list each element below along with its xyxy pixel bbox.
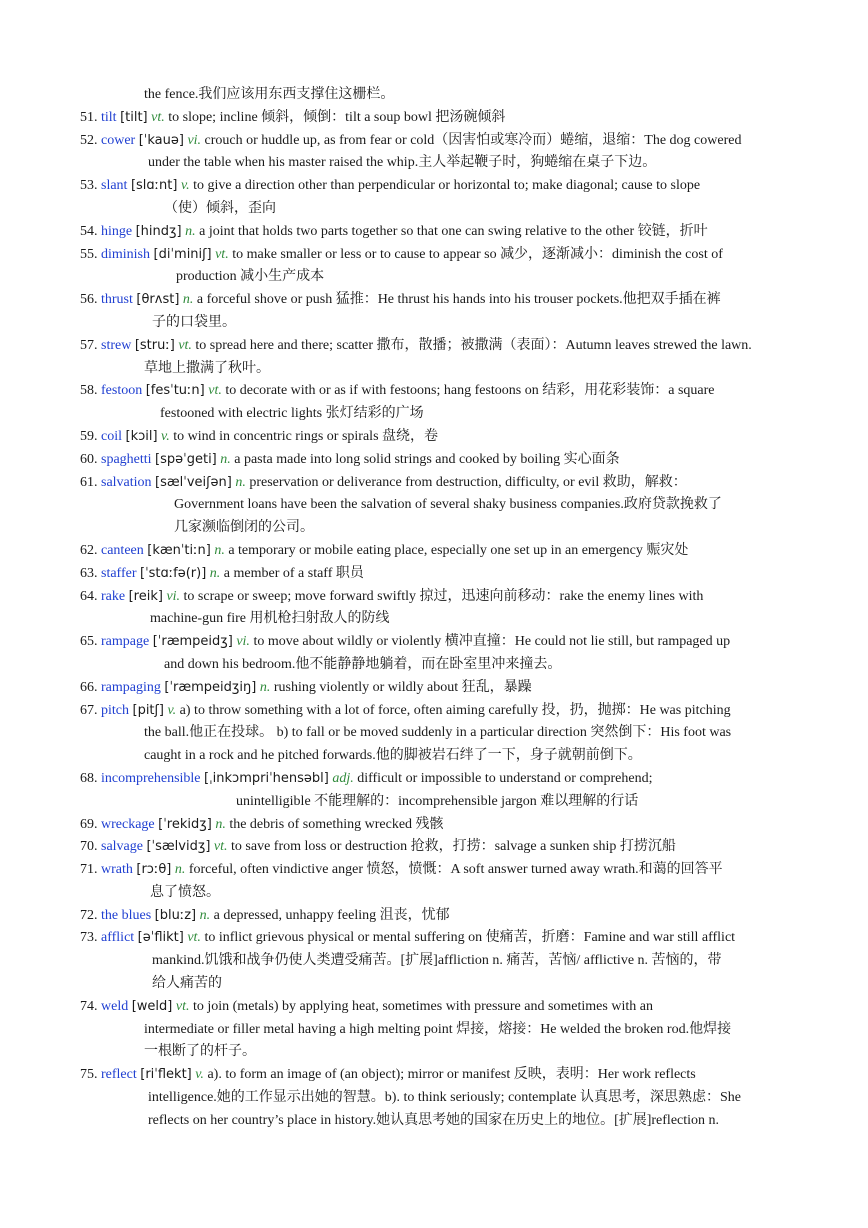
entry-number: 63. — [80, 565, 98, 581]
entry-first-line — [80, 107, 790, 130]
headword-link[interactable]: hinge — [101, 223, 133, 239]
phonetic: [sælˈveiʃən] — [155, 474, 232, 490]
phonetic: [ˈræmpeidʒ] — [152, 634, 233, 650]
definition-text: to inflict grievous physical or mental suffering on 使痛苦，折磨：Famine and war still afflict — [204, 930, 736, 946]
definition-text: to wind in concentric rings or spirals 盘绕，卷 — [173, 428, 439, 444]
entry-first-line — [80, 677, 790, 700]
headword-link[interactable]: the blues — [101, 907, 152, 923]
entry-first-line — [80, 631, 790, 654]
part-of-speech: vt. — [175, 998, 190, 1014]
entry-continuation-line — [80, 198, 790, 221]
entry-first-line — [80, 84, 790, 107]
entry-first-line — [80, 449, 790, 472]
vocab-entry — [80, 289, 790, 335]
entry-first-line — [80, 221, 790, 244]
headword-link[interactable]: rampaging — [101, 679, 161, 695]
phonetic: [ˈræmpeidʒiŋ] — [164, 679, 257, 695]
vocab-entry — [80, 221, 790, 244]
entry-number: 57. — [80, 337, 98, 353]
headword-link[interactable]: incomprehensible — [101, 770, 201, 786]
headword-link[interactable]: reflect — [101, 1067, 137, 1083]
definition-text: production 减小生产成本 — [176, 269, 325, 285]
definition-text: the ball.他正在投球。 b) to fall or be moved suddenly in a particular direction 突然倒下：His foot was — [144, 725, 732, 741]
definition-text: the fence.我们应该用东西支撑住这栅栏。 — [144, 87, 395, 102]
vocab-entry — [80, 836, 790, 859]
part-of-speech: v. — [180, 178, 190, 194]
entry-continuation-line — [80, 1087, 790, 1110]
phonetic: [θrʌst] — [136, 292, 180, 308]
entry-continuation-line — [80, 722, 790, 745]
entry-continuation-line — [80, 403, 790, 426]
entry-first-line — [80, 586, 790, 609]
definition-text: under the table when his master raised the whip.主人举起鞭子时，狗蜷缩在桌子下边。 — [148, 155, 657, 171]
definition-text: to move about wildly or violently 横冲直撞：He could not lie still, but rampaged up — [253, 634, 731, 650]
definition-text: crouch or huddle up, as from fear or cold（因害怕或寒冷而）蜷缩，退缩：The dog cowered — [204, 132, 742, 148]
headword-link[interactable]: weld — [101, 998, 129, 1014]
definition-text: a temporary or mobile eating place, especially one set up in an emergency 赈灾处 — [228, 542, 689, 558]
part-of-speech: vi. — [166, 588, 181, 604]
entry-number: 68. — [80, 770, 98, 786]
headword-link[interactable]: coil — [101, 428, 122, 444]
definition-text: the debris of something wrecked 残骸 — [229, 816, 444, 832]
part-of-speech: n. — [215, 816, 226, 832]
entry-first-line — [80, 905, 790, 928]
definition-text: forceful, often vindictive anger 愤怒，愤慨：A soft answer turned away wrath.和蔼的回答平 — [188, 862, 723, 878]
entry-first-line — [80, 175, 790, 198]
entry-number: 62. — [80, 542, 98, 558]
entry-continuation-line — [80, 654, 790, 677]
phonetic: [əˈflikt] — [137, 930, 184, 946]
entry-continuation-line — [80, 950, 790, 973]
phonetic: [slɑːnt] — [130, 178, 178, 194]
entry-continuation-line — [80, 517, 790, 540]
entry-number: 73. — [80, 930, 98, 946]
headword-link[interactable]: festoon — [101, 383, 143, 399]
entry-first-line — [80, 768, 790, 791]
definition-text: to join (metals) by applying heat, sometimes with pressure and sometimes with an — [192, 998, 653, 1014]
headword-link[interactable]: wrath — [101, 862, 133, 878]
definition-text: unintelligible 不能理解的：incomprehensible jargon 难以理解的行话 — [236, 793, 639, 809]
entry-continuation-line — [80, 494, 790, 517]
part-of-speech: v. — [161, 428, 170, 444]
headword-link[interactable]: afflict — [101, 930, 135, 946]
part-of-speech: vt. — [187, 930, 201, 946]
vocab-entry — [80, 335, 790, 381]
entry-number: 53. — [80, 178, 98, 194]
entry-continuation-line — [80, 745, 790, 768]
entry-number: 64. — [80, 588, 98, 604]
headword-link[interactable]: staffer — [101, 565, 137, 581]
phonetic: [ˈrekidʒ] — [158, 816, 212, 832]
definition-text: reflects on her country’s place in history.她认真思考她的国家在历史上的地位。[扩展]reflection n. — [148, 1112, 720, 1128]
definition-text: 息了愤怒。 — [150, 884, 220, 900]
vocab-entry — [80, 631, 790, 677]
definition-text: mankind.饥饿和战争仍使人类遭受痛苦。[扩展]affliction n. 痛苦，苦恼/ afflictive n. 苦恼的，带 — [152, 953, 722, 969]
headword-link[interactable]: rake — [101, 588, 126, 604]
part-of-speech: vt. — [213, 839, 228, 855]
definition-text: 草地上撒满了秋叶。 — [144, 360, 270, 376]
vocab-entry — [80, 426, 790, 449]
part-of-speech: n. — [209, 565, 221, 581]
vocab-entry — [80, 107, 790, 130]
vocab-entry — [80, 449, 790, 472]
entry-continuation-line — [80, 312, 790, 335]
headword-link[interactable]: cower — [101, 132, 136, 148]
definition-text: festooned with electric lights 张灯结彩的广场 — [160, 406, 424, 422]
definition-text: 给人痛苦的 — [152, 976, 222, 992]
vocab-entry — [80, 586, 790, 632]
definition-text: a pasta made into long solid strings and cooked by boiling 实心面条 — [234, 451, 620, 467]
part-of-speech: vt. — [151, 109, 165, 125]
entry-number: 70. — [80, 839, 98, 855]
entry-number: 74. — [80, 998, 98, 1014]
entry-first-line — [80, 927, 790, 950]
part-of-speech: n. — [235, 474, 246, 490]
definition-text: a). to form an image of (an object); mirror or manifest 反映，表明：Her work reflects — [207, 1067, 696, 1083]
headword-link[interactable]: rampage — [101, 634, 150, 650]
part-of-speech: n. — [185, 223, 196, 239]
phonetic: [rɔːθ] — [136, 862, 172, 878]
entry-number: 51. — [80, 109, 98, 125]
definition-text: and down his bedroom.他不能静静地躺着，而在卧室里冲来撞去。 — [164, 656, 562, 672]
definition-text: a member of a staff 职员 — [223, 565, 364, 581]
phonetic: [ˈkauə] — [138, 132, 184, 148]
entry-continuation-line — [80, 608, 790, 631]
headword-link[interactable]: slant — [101, 178, 128, 194]
headword-link[interactable]: wreckage — [101, 816, 155, 832]
phonetic: [ˈstɑːfə(r)] — [140, 565, 207, 581]
phonetic: [struː] — [134, 337, 175, 353]
entry-first-line — [80, 244, 790, 267]
entry-first-line — [80, 335, 790, 358]
entry-continuation-line — [80, 973, 790, 996]
definition-text: Government loans have been the salvation of several shaky business companies.政府贷款挽救了 — [174, 497, 722, 513]
headword-link[interactable]: pitch — [101, 702, 129, 718]
entry-first-line — [80, 289, 790, 312]
entry-number: 65. — [80, 634, 98, 650]
definition-text: a joint that holds two parts together so that one can swing relative to the other 铰链，折叶 — [199, 223, 708, 239]
definition-text: to decorate with or as if with festoons; hang festoons on 结彩，用花彩装饰：a square — [225, 383, 715, 399]
part-of-speech: v. — [167, 702, 177, 718]
vocab-entry — [80, 905, 790, 928]
entry-number: 61. — [80, 474, 98, 490]
headword-link[interactable]: thrust — [101, 292, 133, 308]
vocab-entry — [80, 700, 790, 768]
part-of-speech: n. — [214, 542, 225, 558]
definition-text: a depressed, unhappy feeling 沮丧，忧郁 — [213, 907, 450, 923]
headword-link[interactable]: salvage — [101, 839, 143, 855]
entry-first-line — [80, 380, 790, 403]
vocab-entry — [80, 814, 790, 837]
phonetic: [riˈflekt] — [140, 1067, 192, 1083]
vocab-entry — [80, 859, 790, 905]
entry-number: 72. — [80, 907, 98, 923]
definition-text: rushing violently or wildly about 狂乱，暴躁 — [273, 679, 532, 695]
vocabulary-list — [80, 84, 790, 1133]
definition-text: 几家濒临倒闭的公司。 — [174, 520, 314, 536]
definition-text: to slope; incline 倾斜，倾倒：tilt a soup bowl 把汤碗倾斜 — [168, 109, 506, 125]
part-of-speech: v. — [195, 1067, 204, 1083]
definition-text: preservation or deliverance from destruction, difficulty, or evil 救助，解救： — [249, 474, 687, 490]
vocab-entry — [80, 84, 790, 107]
definition-text: difficult or impossible to understand or comprehend; — [357, 770, 653, 786]
vocab-entry — [80, 472, 790, 540]
entry-first-line — [80, 836, 790, 859]
definition-text: a forceful shove or push 猛推：He thrust his hands into his trouser pockets.他把双手插在裤 — [196, 292, 721, 308]
part-of-speech: n. — [174, 862, 186, 878]
entry-number: 54. — [80, 223, 98, 239]
part-of-speech: adj. — [332, 770, 354, 786]
phonetic: [hindʒ] — [135, 223, 182, 239]
entry-continuation-line — [80, 358, 790, 381]
entry-continuation-line — [80, 1019, 790, 1042]
part-of-speech: n. — [220, 451, 231, 467]
entry-first-line — [80, 426, 790, 449]
headword-link[interactable]: strew — [101, 337, 132, 353]
entry-number: 55. — [80, 246, 98, 262]
entry-number: 71. — [80, 862, 98, 878]
vocab-entry — [80, 996, 790, 1064]
vocab-entry — [80, 540, 790, 563]
phonetic: [ˌinkɔmpriˈhensəbl] — [204, 770, 329, 786]
entry-number: 58. — [80, 383, 98, 399]
entry-number: 67. — [80, 702, 98, 718]
entry-continuation-line — [80, 1110, 790, 1133]
phonetic: [reik] — [128, 588, 163, 604]
entry-continuation-line — [80, 791, 790, 814]
vocab-entry — [80, 175, 790, 221]
part-of-speech: vt. — [215, 246, 229, 262]
entry-number: 75. — [80, 1067, 98, 1083]
definition-text: to spread here and there; scatter 撒布，散播；被撒满（表面）：Autumn leaves strewed the lawn. — [195, 337, 752, 353]
entry-first-line — [80, 130, 790, 153]
vocab-entry — [80, 130, 790, 176]
entry-continuation-line — [80, 266, 790, 289]
definition-text: to save from loss or destruction 抢救，打捞：salvage a sunken ship 打捞沉船 — [231, 839, 676, 855]
vocab-entry — [80, 244, 790, 290]
entry-first-line — [80, 472, 790, 495]
definition-text: to scrape or sweep; move forward swiftly 掠过，迅速向前移动：rake the enemy lines with — [183, 588, 704, 604]
entry-number: 56. — [80, 292, 98, 308]
vocab-entry — [80, 677, 790, 700]
definition-text: to make smaller or less or to cause to appear so 减少，逐渐减小：diminish the cost of — [232, 246, 723, 262]
part-of-speech: vi. — [236, 634, 250, 650]
entry-continuation-line — [80, 1041, 790, 1064]
definition-text: intelligence.她的工作显示出她的智慧。b). to think seriously; contemplate 认真思考，深思熟虑：She — [148, 1090, 741, 1106]
entry-first-line — [80, 996, 790, 1019]
part-of-speech: vt. — [178, 337, 192, 353]
vocab-entry — [80, 927, 790, 995]
entry-continuation-line — [80, 152, 790, 175]
phonetic: [tilt] — [120, 109, 148, 125]
part-of-speech: n. — [259, 679, 271, 695]
phonetic: [ˈsælvidʒ] — [146, 839, 211, 855]
phonetic: [weld] — [131, 998, 173, 1014]
entry-number: 66. — [80, 679, 98, 695]
definition-text: caught in a rock and he pitched forwards.他的脚被岩石绊了一下，身子就朝前倒下。 — [144, 748, 642, 764]
part-of-speech: n. — [182, 292, 194, 308]
entry-first-line — [80, 859, 790, 882]
part-of-speech: vt. — [208, 383, 222, 399]
vocab-entry — [80, 563, 790, 586]
entry-first-line — [80, 1064, 790, 1087]
headword-link[interactable]: tilt — [101, 109, 117, 125]
headword-link[interactable]: salvation — [101, 474, 152, 490]
entry-number: 60. — [80, 451, 98, 467]
phonetic: [fesˈtuːn] — [145, 383, 205, 399]
phonetic: [kɔil] — [125, 428, 158, 444]
phonetic: [pitʃ] — [132, 702, 164, 718]
entry-number: 52. — [80, 132, 98, 148]
phonetic: [spəˈgeti] — [155, 451, 217, 467]
headword-link[interactable]: spaghetti — [101, 451, 152, 467]
entry-first-line — [80, 700, 790, 723]
entry-number: 59. — [80, 428, 98, 444]
entry-number: 69. — [80, 816, 98, 832]
headword-link[interactable]: canteen — [101, 542, 144, 558]
definition-text: a) to throw something with a lot of force, often aiming carefully 投，扔，抛掷：He was pitching — [179, 702, 731, 718]
definition-text: （使）倾斜，歪向 — [164, 200, 276, 216]
vocab-entry — [80, 768, 790, 814]
phonetic: [bluːz] — [154, 907, 197, 923]
entry-continuation-line — [80, 882, 790, 905]
headword-link[interactable]: diminish — [101, 246, 151, 262]
part-of-speech: n. — [199, 907, 211, 923]
vocab-entry — [80, 380, 790, 426]
phonetic: [diˈminiʃ] — [153, 246, 212, 262]
phonetic: [kænˈtiːn] — [147, 542, 211, 558]
definition-text: intermediate or filler metal having a high melting point 焊接，熔接：He welded the broken rod.他焊接 — [144, 1021, 732, 1037]
entry-first-line — [80, 540, 790, 563]
definition-text: 一根断了的杆子。 — [144, 1044, 256, 1060]
definition-text: to give a direction other than perpendicular or horizontal to; make diagonal; cause to slope — [193, 178, 701, 194]
entry-first-line — [80, 814, 790, 837]
definition-text: machine-gun fire 用机枪扫射敌人的防线 — [150, 611, 390, 627]
entry-first-line — [80, 563, 790, 586]
vocab-entry — [80, 1064, 790, 1132]
part-of-speech: vi. — [187, 132, 202, 148]
definition-text: 子的口袋里。 — [152, 314, 236, 330]
